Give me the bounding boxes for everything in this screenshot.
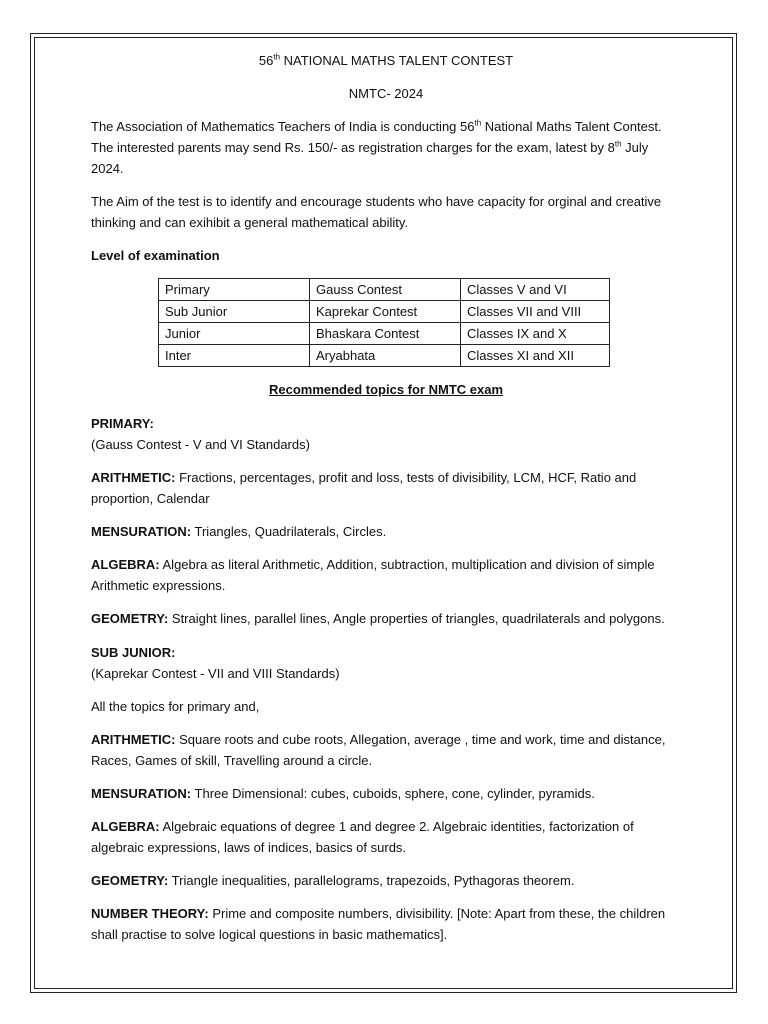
topic-text: Square roots and cube roots, Allegation, average , time and work, time and distance, Races, Games of skill, Travelling around a circle.	[91, 732, 666, 768]
sub-junior-section-title: SUB JUNIOR:	[91, 645, 176, 660]
sub-junior-note: All the topics for primary and,	[91, 699, 260, 714]
topic-text: Prime and composite numbers, divisibility. [Note: Apart from these, the children shall practise to solve logical questions in basic mathematics].	[91, 906, 666, 942]
topic-text: Straight lines, parallel lines, Angle properties of triangles, quadrilaterals and polygons.	[168, 611, 665, 626]
topic-label: ARITHMETIC:	[91, 732, 176, 747]
table-row	[159, 301, 610, 323]
intro-text-3: July 2024.	[91, 140, 649, 176]
topic-label: GEOMETRY:	[91, 873, 169, 888]
classes-cell: Classes V and VI	[461, 279, 610, 301]
primary-topic-geometry	[91, 608, 681, 629]
level-cell: Inter	[159, 345, 310, 367]
contest-cell: Bhaskara Contest	[310, 323, 461, 345]
level-heading: Level of examination	[91, 248, 220, 263]
aim-paragraph: The Aim of the test is to identify and encourage students who have capacity for orginal and creative thinking and can exihibit a general mathematical ability.	[91, 194, 662, 230]
contest-cell: Gauss Contest	[310, 279, 461, 301]
sub-junior-topic-number-theory	[91, 903, 681, 945]
level-cell: Junior	[159, 323, 310, 345]
topic-text: Algebra as literal Arithmetic, Addition, subtraction, multiplication and division of simple Arithmetic expressions.	[91, 557, 655, 593]
table-row	[159, 279, 610, 301]
topic-text: Triangle inequalities, parallelograms, trapezoids, Pythagoras theorem.	[168, 873, 575, 888]
topic-label: NUMBER THEORY:	[91, 906, 209, 921]
sub-junior-topic-arithmetic	[91, 729, 681, 771]
title-superscript: th	[273, 52, 281, 62]
levels-table	[158, 278, 610, 367]
title-number: 56	[258, 53, 274, 68]
contest-cell: Aryabhata	[310, 345, 461, 367]
title-text: NATIONAL MATHS TALENT CONTEST	[280, 53, 514, 68]
topic-label: ALGEBRA:	[91, 819, 160, 834]
topic-label: MENSURATION:	[91, 786, 192, 801]
topic-text: Three Dimensional: cubes, cuboids, sphere, cone, cylinder, pyramids.	[191, 786, 595, 801]
topic-text: Triangles, Quadrilaterals, Circles.	[191, 524, 387, 539]
primary-topic-algebra	[91, 554, 681, 596]
topic-text: Algebraic equations of degree 1 and degree 2. Algebraic identities, factorization of algebraic expressions, laws of indices, basics of surds.	[91, 819, 634, 855]
sub-junior-topic-geometry	[91, 870, 681, 891]
sub-junior-topic-algebra	[91, 816, 681, 858]
classes-cell: Classes IX and X	[461, 323, 610, 345]
primary-section-subtitle: (Gauss Contest - V and VI Standards)	[91, 437, 310, 452]
topic-text: Fractions, percentages, profit and loss, tests of divisibility, LCM, HCF, Ratio and proportion, Calendar	[91, 470, 637, 506]
intro-text-1: The Association of Mathematics Teachers of India is conducting 56	[91, 119, 475, 134]
topic-label: ALGEBRA:	[91, 557, 160, 572]
contest-cell: Kaprekar Contest	[310, 301, 461, 323]
classes-cell: Classes VII and VIII	[461, 301, 610, 323]
sub-junior-topic-mensuration	[91, 783, 681, 804]
intro-paragraph	[91, 116, 681, 179]
topic-label: MENSURATION:	[91, 524, 192, 539]
document-subtitle: NMTC- 2024	[348, 86, 424, 101]
level-cell: Sub Junior	[159, 301, 310, 323]
sub-junior-section-subtitle: (Kaprekar Contest - VII and VIII Standards)	[91, 666, 340, 681]
table-row	[159, 345, 610, 367]
intro-sup-1: th	[474, 118, 482, 128]
document-content	[91, 50, 681, 945]
intro-text-2: National Maths Talent Contest. The interested parents may send Rs. 150/- as registration charges for the exam, latest by 8	[91, 119, 662, 155]
table-row	[159, 323, 610, 345]
topic-label: GEOMETRY:	[91, 611, 169, 626]
intro-sup-2: th	[614, 139, 622, 149]
recommended-topics-heading: Recommended topics for NMTC exam	[268, 382, 504, 397]
classes-cell: Classes XI and XII	[461, 345, 610, 367]
topic-label: ARITHMETIC:	[91, 470, 176, 485]
primary-topic-mensuration	[91, 521, 681, 542]
primary-section-title: PRIMARY:	[91, 416, 154, 431]
document-title	[91, 50, 681, 71]
level-cell: Primary	[159, 279, 310, 301]
primary-topic-arithmetic	[91, 467, 681, 509]
